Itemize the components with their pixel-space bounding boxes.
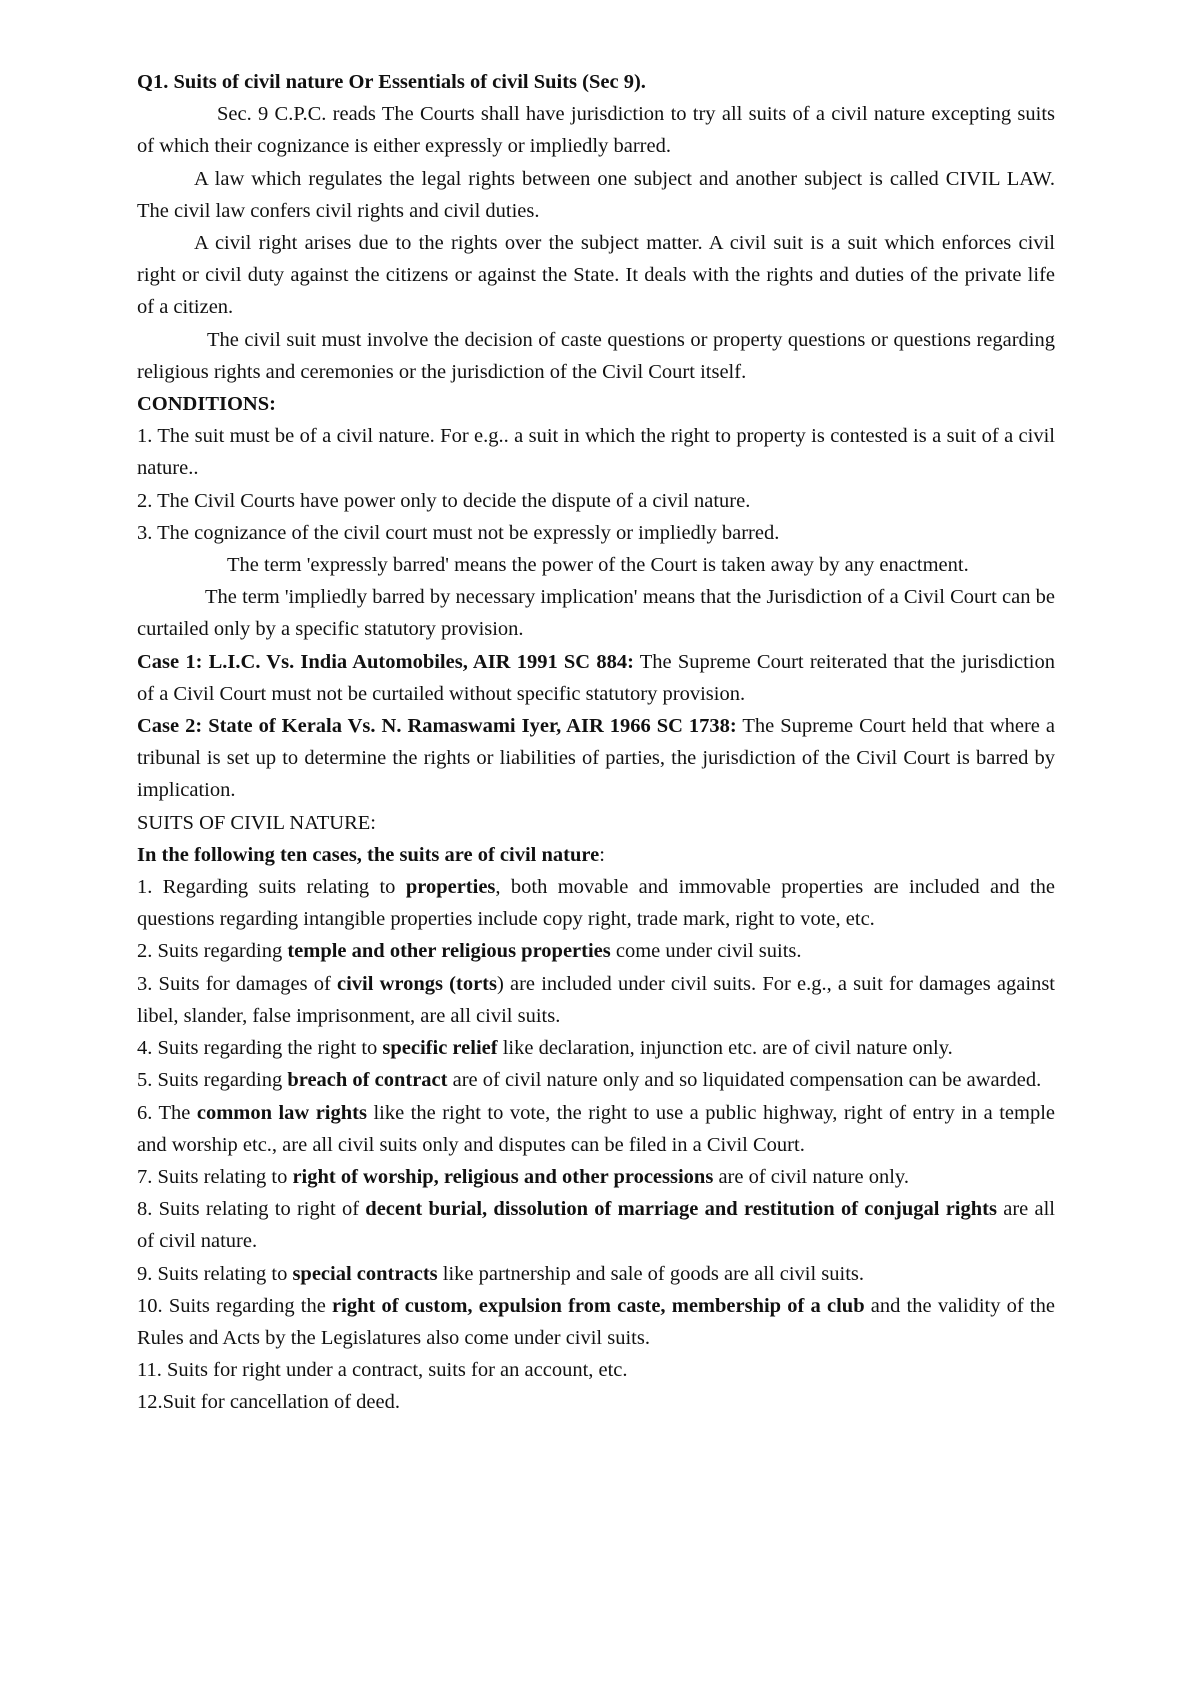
- list-item: [137, 1161, 1055, 1193]
- list-item-text: come under civil suits.: [610, 940, 802, 963]
- list-item-text: like the right to vote, the right to use a public highway, right of entry in a temple and worship etc., are all civil suits only and disputes can be filed in a Civil Court.: [137, 1101, 1055, 1156]
- list-item: [137, 1032, 1055, 1064]
- case-1-text: The Supreme Court reiterated that the jurisdiction of a Civil Court must not be curtailed without specific statutory provision.: [137, 650, 1055, 705]
- list-item-text: are of civil nature only.: [713, 1165, 909, 1188]
- list-item-text: 8. Suits relating to right of: [137, 1198, 366, 1221]
- condition-item: 1. The suit must be of a civil nature. For e.g.. a suit in which the right to property is contested is a suit of a civil nature..: [137, 425, 1055, 480]
- suits-heading: SUITS OF CIVIL NATURE:: [137, 811, 376, 834]
- list-item: [137, 871, 1055, 935]
- document-page: [137, 66, 1055, 1419]
- list-item-text: like partnership and sale of goods are all civil suits.: [437, 1262, 865, 1285]
- list-item-text: 2. Suits regarding: [137, 940, 288, 963]
- suits-subheading-text: In the following ten cases, the suits are of civil nature: [137, 843, 600, 866]
- list-item-emphasis: properties: [405, 876, 496, 899]
- list-item-text: 3. Suits for damages of: [137, 972, 337, 995]
- list-item: [137, 968, 1055, 1032]
- list-item-emphasis: right of custom, expulsion from caste, membership of a club: [332, 1294, 865, 1317]
- list-item-emphasis: breach of contract: [287, 1069, 448, 1092]
- list-item-emphasis: specific relief: [382, 1037, 498, 1060]
- list-item-text: ) are included under civil suits. For e.g., a suit for damages against libel, slander, false imprisonment, are all civil suits.: [137, 972, 1055, 1027]
- list-item: [137, 1097, 1055, 1161]
- intro-paragraph: A law which regulates the legal rights between one subject and another subject is called CIVIL LAW. The civil law confers civil rights and civil duties.: [137, 167, 1055, 222]
- list-item-emphasis: decent burial, dissolution of marriage and restitution of conjugal rights: [365, 1198, 997, 1221]
- case-2-citation: Case 2: State of Kerala Vs. N. Ramaswami Iyer, AIR 1966 SC 1738:: [137, 715, 737, 738]
- condition-item: 2. The Civil Courts have power only to decide the dispute of a civil nature.: [137, 489, 751, 512]
- conditions-heading: CONDITIONS:: [137, 393, 276, 416]
- list-item-emphasis: common law rights: [196, 1101, 367, 1124]
- list-item: [137, 1290, 1055, 1354]
- list-item-text: 6. The: [137, 1101, 197, 1124]
- list-item: [137, 1064, 1055, 1096]
- intro-paragraph: Sec. 9 C.P.C. reads The Courts shall have jurisdiction to try all suits of a civil nature excepting suits of which their cognizance is either expressly or impliedly barred.: [137, 103, 1055, 158]
- list-item: [137, 935, 1055, 967]
- case-1-citation: Case 1: L.I.C. Vs. India Automobiles, AIR 1991 SC 884:: [137, 650, 634, 673]
- list-item-text: 7. Suits relating to: [137, 1165, 293, 1188]
- case-2-text: The Supreme Court held that where a tribunal is set up to determine the rights or liabilities of parties, the jurisdiction of the Civil Court is barred by implication.: [137, 715, 1055, 802]
- list-item-text: 10. Suits regarding the: [137, 1294, 333, 1317]
- list-item: [137, 1193, 1055, 1257]
- list-item-emphasis: special contracts: [292, 1262, 438, 1285]
- list-item-text: 12.Suit for cancellation of deed.: [137, 1391, 400, 1414]
- expressly-barred-paragraph: The term 'expressly barred' means the power of the Court is taken away by any enactment.: [227, 554, 969, 577]
- list-item-text: , both movable and immovable properties are included and the questions regarding intangible properties include copy right, trade mark, right to vote, etc.: [137, 876, 1056, 931]
- impliedly-barred-paragraph: The term 'impliedly barred by necessary implication' means that the Jurisdiction of a Civil Court can be curtailed only by a specific statutory provision.: [137, 586, 1055, 641]
- list-item-text: and the validity of the Rules and Acts by the Legislatures also come under civil suits.: [137, 1294, 1055, 1349]
- list-item-text: are all of civil nature.: [137, 1198, 1055, 1253]
- list-item-text: are of civil nature only and so liquidated compensation can be awarded.: [447, 1069, 1042, 1092]
- list-item-emphasis: right of worship, religious and other processions: [292, 1165, 714, 1188]
- list-item: [137, 1386, 1055, 1418]
- list-item: [137, 1258, 1055, 1290]
- list-item-emphasis: temple and other religious properties: [287, 940, 611, 963]
- list-item-text: 5. Suits regarding: [137, 1069, 288, 1092]
- intro-paragraph: A civil right arises due to the rights over the subject matter. A civil suit is a suit which enforces civil right or civil duty against the citizens or against the State. It deals with the rights and duties of the private life of a citizen.: [137, 232, 1055, 319]
- list-item-text: 4. Suits regarding the right to: [137, 1037, 383, 1060]
- suits-subheading: [137, 839, 1055, 871]
- list-item: [137, 1354, 1055, 1386]
- list-item-text: 1. Regarding suits relating to: [137, 876, 406, 899]
- intro-paragraph: The civil suit must involve the decision of caste questions or property questions or questions regarding religious rights and ceremonies or the jurisdiction of the Civil Court itself.: [137, 328, 1055, 383]
- list-item-text: 11. Suits for right under a contract, suits for an account, etc.: [137, 1359, 628, 1382]
- list-item-emphasis: civil wrongs (torts: [336, 972, 497, 995]
- list-item-text: 9. Suits relating to: [137, 1262, 293, 1285]
- case-1-paragraph: [137, 646, 1055, 710]
- page-title: Q1. Suits of civil nature Or Essentials of civil Suits (Sec 9).: [137, 71, 646, 93]
- list-item-text: like declaration, injunction etc. are of civil nature only.: [497, 1037, 953, 1060]
- case-2-paragraph: [137, 710, 1055, 807]
- condition-item: 3. The cognizance of the civil court must not be expressly or impliedly barred.: [137, 521, 780, 544]
- suits-subheading-colon: :: [599, 843, 605, 866]
